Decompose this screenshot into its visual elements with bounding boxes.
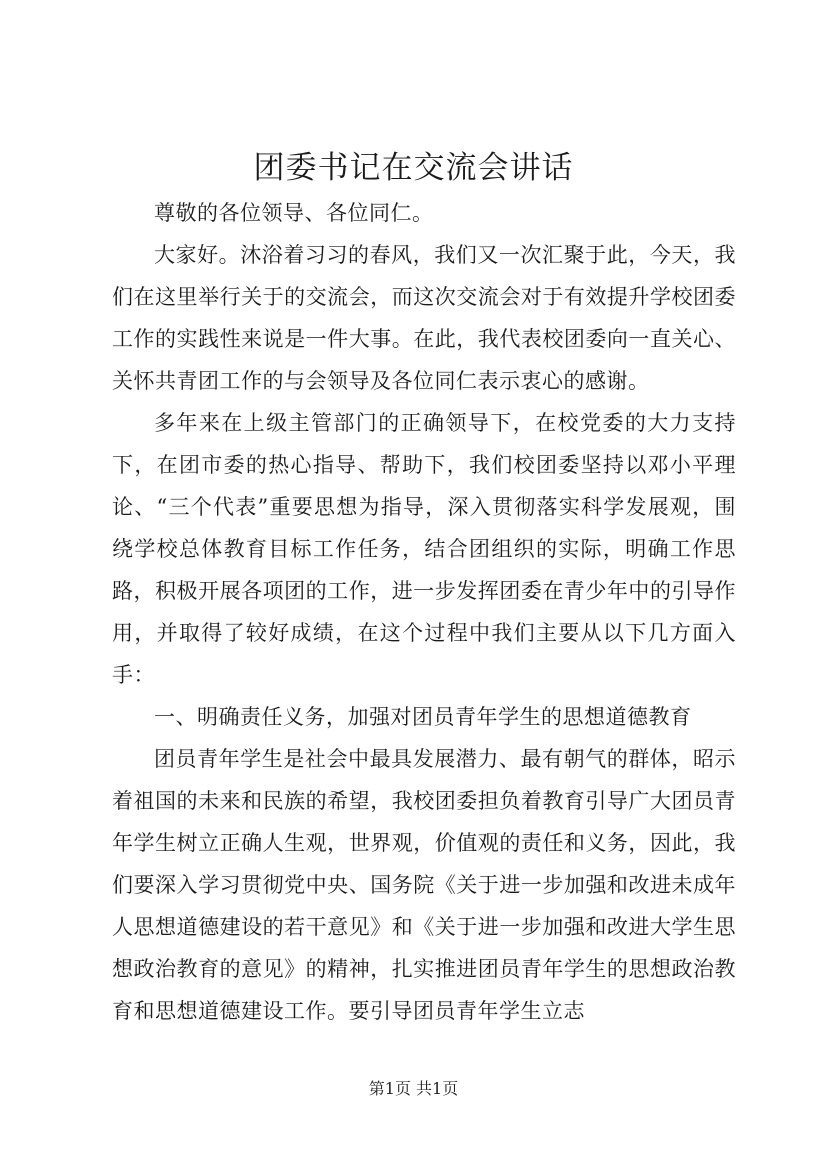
document-body: [112, 192, 736, 1032]
paragraph-section-1: 团员青年学生是社会中最具发展潜力、最有朝气的群体，昭示着祖国的未来和民族的希望，我校团委担负着教育引导广大团员青年学生树立正确人生观，世界观，价值观的责任和义务，因此，我们要深入学习贯彻党中央、国务院《关于进一步加强和改进未成年人思想道德建设的若干意见》和《关于进一步加强和改进大学生思想政治教育的意见》的精神，扎实推进团员青年学生的思想政治教育和思想道德建设工作。要引导团员青年学生立志: [112, 747, 736, 1023]
section-heading-1: 一、明确责任义务，加强对团员青年学生的思想道德教育: [154, 705, 692, 729]
paragraph-background: 多年来在上级主管部门的正确领导下，在校党委的大力支持下，在团市委的热心指导、帮助下，我们校团委坚持以邓小平理论、“三个代表”重要思想为指导，深入贯彻落实科学发展观，围绕学校总体教育目标工作任务，结合团组织的实际，明确工作思路，积极开展各项团的工作，进一步发挥团委在青少年中的引导作用，并取得了较好成绩，在这个过程中我们主要从以下几方面入手：: [112, 411, 736, 687]
paragraph-greeting: 尊敬的各位领导、各位同仁。: [154, 201, 434, 225]
paragraph-opening: 大家好。沐浴着习习的春风，我们又一次汇聚于此，今天，我们在这里举行关于的交流会，而这次交流会对于有效提升学校团委工作的实践性来说是一件大事。在此，我代表校团委向一直关心、关怀共青团工作的与会领导及各位同仁表示衷心的感谢。: [112, 243, 736, 393]
document-title: 团委书记在交流会讲话: [253, 150, 574, 186]
page-number-footer: 第1页 共1页: [368, 1079, 459, 1098]
